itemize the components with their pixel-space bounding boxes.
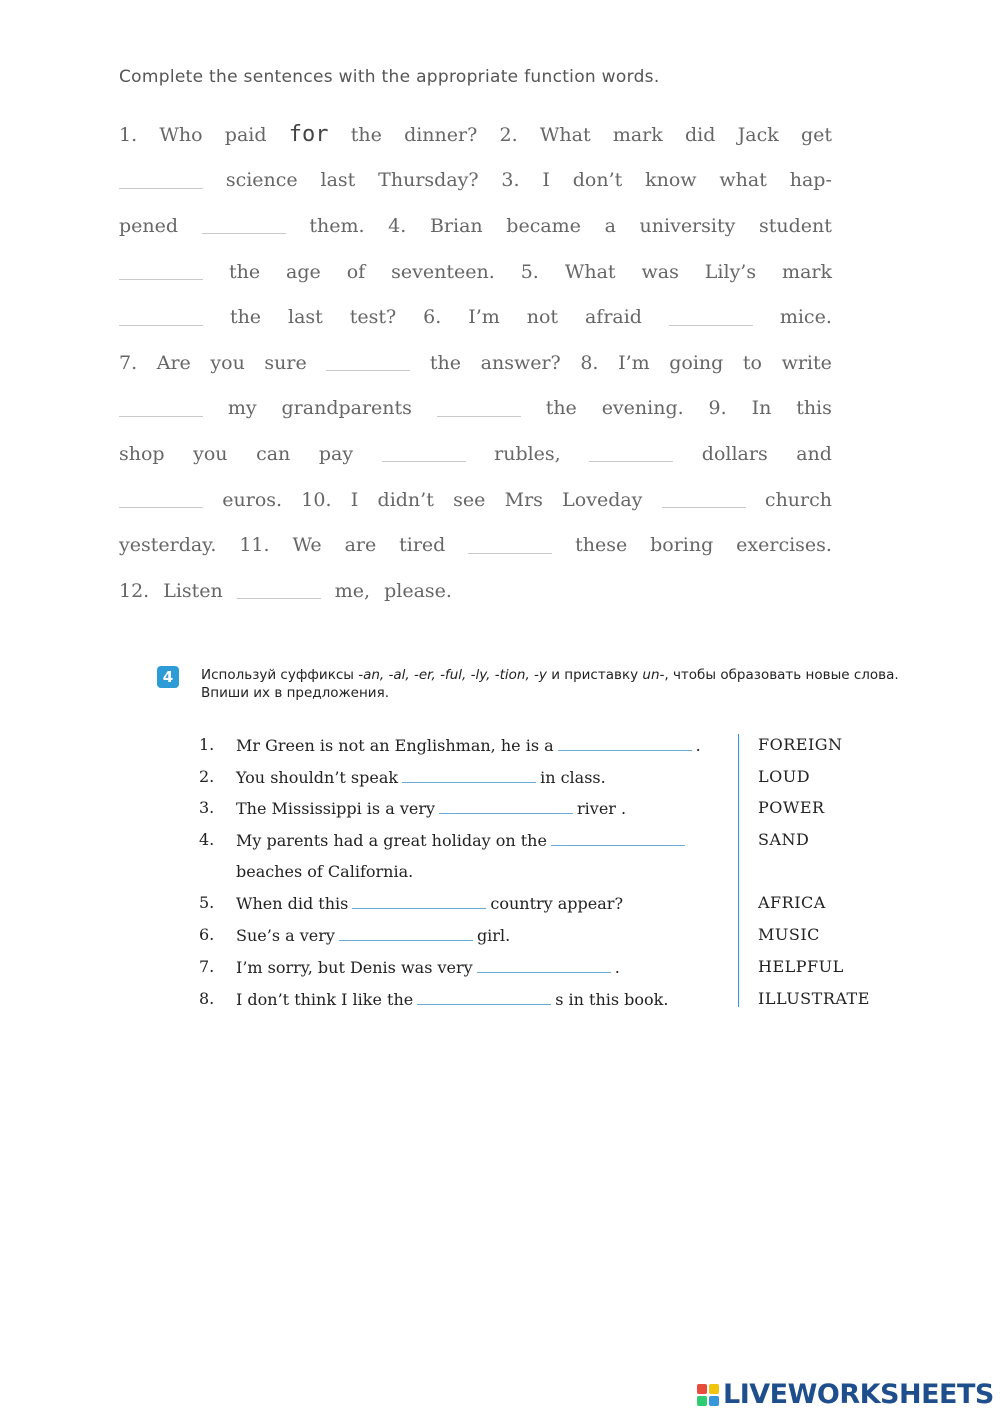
word: pay [318, 442, 354, 465]
word: did [685, 123, 716, 146]
word: age [286, 260, 321, 283]
answer-gap[interactable] [477, 957, 611, 973]
word: hap- [789, 169, 832, 192]
word: these [575, 534, 628, 557]
word: dinner? [404, 123, 478, 146]
sentence-text: When did this [236, 894, 349, 914]
exercise-4-row [199, 983, 889, 1015]
word: Thursday? [378, 169, 479, 192]
word: Loveday [562, 488, 643, 511]
word: write [781, 351, 832, 374]
word: my [227, 397, 257, 420]
word: seventeen. [391, 260, 495, 283]
instruction-fragment: -an, -al, -er, -ful, -ly, -tion, -y [358, 667, 547, 683]
word: mice. [779, 306, 832, 329]
item-number: 7. [199, 956, 215, 976]
filled-answer: for [288, 122, 329, 148]
exercise-3-text [119, 112, 832, 614]
word: mark [782, 260, 832, 283]
word: student [758, 214, 832, 237]
word: are [344, 534, 377, 557]
word: get [800, 123, 832, 146]
exercise-3-line [119, 158, 832, 204]
word: 6. [423, 306, 442, 329]
exercise-3-line [119, 294, 832, 340]
item-number: 8. [199, 988, 215, 1008]
answer-blank[interactable] [589, 445, 673, 462]
exercise-4-row [199, 919, 889, 951]
word: them. [309, 214, 365, 237]
word: Mrs [504, 488, 543, 511]
word: I [542, 169, 550, 192]
word: Jack [737, 123, 779, 146]
base-word: AFRICA [758, 893, 826, 913]
exercise-4-row [199, 951, 889, 983]
exercise-4-row [199, 729, 889, 761]
sentence-text: My parents had a great holiday on the [236, 831, 547, 851]
word: In [751, 397, 772, 420]
answer-gap[interactable] [402, 767, 536, 783]
item-sentence [236, 925, 510, 945]
word: 2. [499, 123, 518, 146]
word: What [564, 260, 616, 283]
answer-blank[interactable] [669, 309, 753, 326]
word: dollars [701, 442, 768, 465]
item-sentence [236, 798, 626, 818]
word: I’m [468, 306, 500, 329]
instruction-fragment: , чтобы образовать новые слова. Впиши их в предложения. [201, 667, 899, 701]
word: going [669, 351, 724, 374]
answer-blank[interactable] [382, 445, 466, 462]
word: see [453, 488, 486, 511]
answer-gap[interactable] [439, 798, 573, 814]
exercise-3-instruction: Complete the sentences with the appropriate function words. [119, 67, 660, 87]
sentence-text: You shouldn’t speak [236, 767, 399, 787]
answer-gap[interactable] [352, 893, 486, 909]
word: this [796, 397, 832, 420]
exercise-3-line [119, 203, 832, 249]
word: boring [650, 534, 714, 557]
word: pened [119, 214, 179, 237]
exercise-3-line [119, 249, 832, 295]
word: shop [119, 442, 165, 465]
word: became [506, 214, 581, 237]
exercise-3-line [119, 568, 832, 614]
word: grandparents [281, 397, 412, 420]
sentence-text: Sue’s a very [236, 926, 335, 946]
exercise-4-row [199, 761, 889, 793]
word: rubles, [494, 442, 561, 465]
word: 1. [119, 123, 138, 146]
item-sentence [236, 957, 620, 977]
word: afraid [584, 306, 642, 329]
sentence-text: girl. [476, 926, 511, 946]
word: 8. [580, 351, 599, 374]
logo-text: LIVEWORKSHEETS [723, 1379, 994, 1410]
item-number: 1. [199, 735, 215, 754]
word: of [346, 260, 366, 283]
answer-blank[interactable] [326, 354, 410, 371]
exercise-3-line [119, 431, 832, 477]
word: euros. [222, 488, 283, 511]
sentence-text: country appear? [490, 894, 624, 914]
sentence-text: . [614, 957, 620, 977]
base-word: LOUD [758, 766, 811, 786]
instruction-fragment: Используй суффиксы [201, 667, 359, 683]
liveworksheets-logo [697, 1379, 994, 1410]
word: science [225, 169, 298, 192]
instruction-fragment: и приставку [546, 667, 643, 683]
word: what [719, 169, 767, 192]
sentence-text: beaches of California. [236, 861, 414, 881]
word: church [764, 488, 832, 511]
word: not [526, 306, 559, 329]
item-sentence [236, 989, 668, 1009]
item-number: 4. [199, 830, 215, 850]
word: you [193, 442, 228, 465]
sentence-text: The Mississippi is a very [236, 799, 436, 819]
word: the [228, 260, 261, 283]
exercise-4-row [199, 824, 889, 856]
word: 7. [119, 351, 138, 374]
word: 10. [301, 488, 332, 511]
word: 3. [501, 169, 520, 192]
answer-blank[interactable] [202, 217, 286, 234]
answer-gap[interactable] [339, 925, 473, 941]
sentence-text: I don’t think I like the [236, 989, 414, 1009]
word: answer? [480, 351, 561, 374]
logo-square [697, 1396, 707, 1406]
item-number: 5. [199, 893, 215, 913]
word: university [639, 214, 736, 237]
word: the [545, 397, 577, 420]
word: mark [612, 123, 663, 146]
answer-gap[interactable] [558, 735, 692, 751]
word: was [641, 260, 679, 283]
base-word: ILLUSTRATE [758, 988, 870, 1008]
word: Are [156, 351, 191, 374]
word: know [645, 169, 697, 192]
answer-blank[interactable] [119, 172, 203, 189]
word: paid [224, 123, 267, 146]
word: Listen [163, 579, 223, 602]
word: the [350, 123, 382, 146]
word: the [429, 351, 462, 374]
word: sure [264, 351, 307, 374]
word: 12. [119, 579, 150, 602]
word: What [539, 123, 591, 146]
word: tired [399, 534, 446, 557]
exercise-4-number-badge: 4 [157, 666, 179, 688]
word: Lily’s [704, 260, 757, 283]
word: last [288, 306, 323, 329]
word: 5. [520, 260, 539, 283]
sentence-text: river . [577, 799, 627, 819]
answer-blank[interactable] [662, 491, 746, 508]
word: Who [159, 123, 203, 146]
word: last [320, 169, 356, 192]
exercise-3-line [119, 386, 832, 432]
answer-gap[interactable] [551, 830, 685, 846]
sentence-text: I’m sorry, but Denis was very [236, 957, 473, 977]
word: yesterday. [119, 534, 217, 557]
word: 11. [239, 534, 270, 557]
exercise-4-row [199, 856, 889, 888]
base-word: MUSIC [758, 925, 820, 945]
answer-blank[interactable] [468, 537, 552, 554]
base-word: HELPFUL [758, 956, 844, 976]
logo-square [697, 1384, 707, 1394]
base-word: SAND [758, 830, 810, 850]
answer-blank[interactable] [119, 309, 203, 326]
word: don’t [572, 169, 623, 192]
word: exercises. [736, 534, 832, 557]
word: Brian [429, 214, 483, 237]
word: the [229, 306, 262, 329]
exercise-3-line [119, 112, 832, 158]
sentence-text: Mr Green is not an Englishman, he is a [236, 736, 554, 755]
answer-blank[interactable] [119, 263, 203, 280]
exercise-3-line [119, 340, 832, 386]
word: please. [384, 579, 452, 602]
logo-mark-icon [697, 1384, 719, 1406]
word: test? [349, 306, 397, 329]
answer-blank[interactable] [437, 400, 521, 417]
answer-blank[interactable] [237, 582, 321, 599]
word: a [604, 214, 616, 237]
sentence-text: s in this book. [555, 989, 669, 1009]
item-number: 6. [199, 925, 215, 945]
item-number: 3. [199, 798, 215, 818]
sentence-text: in class. [540, 767, 606, 787]
word: I [350, 488, 359, 511]
base-word: FOREIGN [758, 735, 843, 754]
word: can [256, 442, 291, 465]
word: 9. [708, 397, 727, 420]
item-number: 2. [199, 766, 215, 786]
word: We [292, 534, 322, 557]
exercise-3-line [119, 522, 832, 568]
answer-gap[interactable] [417, 989, 551, 1005]
word: didn’t [377, 488, 434, 511]
item-sentence [236, 735, 701, 755]
answer-blank[interactable] [119, 400, 203, 417]
word: to [742, 351, 762, 374]
exercise-4-row [199, 887, 889, 919]
answer-blank[interactable] [119, 491, 203, 508]
logo-square [709, 1384, 719, 1394]
word: I’m [618, 351, 650, 374]
exercise-4-list [199, 729, 889, 1014]
item-sentence [236, 767, 606, 787]
word: you [210, 351, 245, 374]
item-sentence [236, 862, 413, 881]
sentence-text: . [695, 736, 701, 755]
word: me, [334, 579, 371, 602]
word: and [796, 442, 832, 465]
base-word: POWER [758, 798, 825, 818]
word: 4. [388, 214, 407, 237]
word: evening. [601, 397, 684, 420]
logo-square [709, 1396, 719, 1406]
exercise-4-instruction [201, 666, 901, 702]
exercise-4-row [199, 792, 889, 824]
item-sentence [236, 830, 689, 850]
instruction-fragment: un- [642, 667, 665, 683]
item-sentence [236, 893, 623, 913]
exercise-3-line [119, 477, 832, 523]
